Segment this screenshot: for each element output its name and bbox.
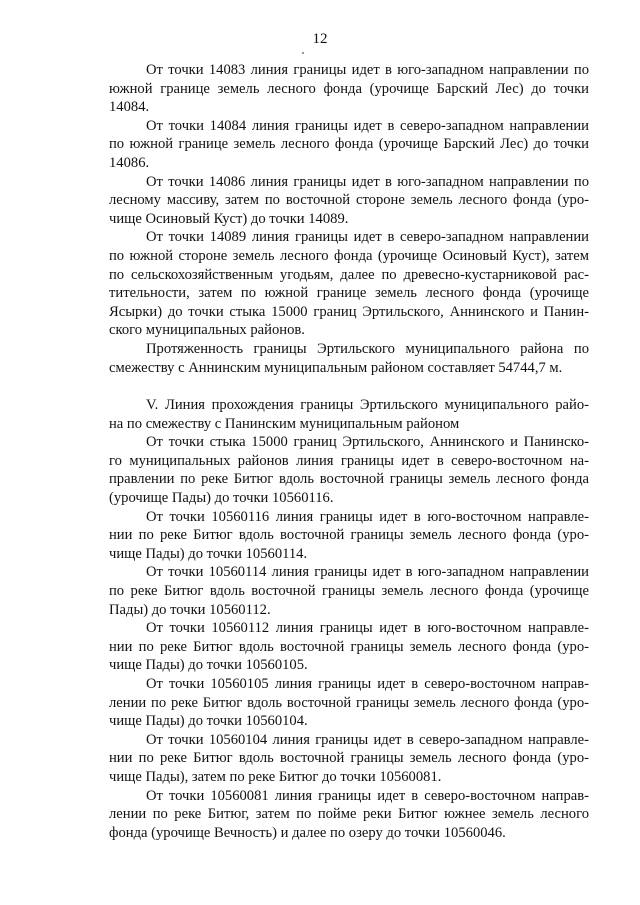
paragraph bbox=[109, 228, 589, 340]
text-line: От точки 10560104 линия границы идет в северо-западном направле- bbox=[146, 731, 589, 748]
paragraph bbox=[109, 731, 589, 787]
text-line: От точки 10560081 линия границы идет в северо-восточном направ- bbox=[146, 787, 589, 804]
paragraph bbox=[109, 173, 589, 229]
boundary-description-part-b bbox=[109, 433, 589, 842]
text-line: От точки стыка 15000 границ Эртильского, Аннинского и Панинско- bbox=[146, 434, 589, 451]
text-line: на по смежеству с Панинским муниципальным районом bbox=[109, 415, 460, 432]
text-line: От точки 10560116 линия границы идет в юго-восточном направле- bbox=[146, 508, 589, 525]
text-line: Пады) до точки 10560112. bbox=[109, 601, 271, 618]
text-line: чище Пады) до точки 10560114. bbox=[109, 545, 308, 562]
text-line: правлении по реке Битюг вдоль восточной границы земель лесного фонда bbox=[109, 471, 589, 488]
text-line: по южной границе земель лесного фонда (урочище Барский Лес) до точки bbox=[109, 136, 589, 153]
paragraph bbox=[109, 508, 589, 564]
text-line: по южной стороне земель лесного фонда (урочище Осиновый Куст), затем bbox=[109, 247, 589, 264]
paragraph bbox=[109, 787, 589, 843]
text-line: нии по реке Битюг вдоль восточной границы земель лесного фонда (уро- bbox=[109, 750, 589, 767]
paragraph bbox=[109, 563, 589, 619]
text-line: Ясырки) до точки стыка 15000 границ Эртильского, Аннинского и Панин- bbox=[109, 303, 589, 320]
text-line: смежеству с Аннинским муниципальным районом составляет 54744,7 м. bbox=[109, 359, 563, 376]
document-body bbox=[109, 61, 589, 842]
paragraph bbox=[109, 117, 589, 173]
text-line: нии по реке Битюг вдоль восточной границы земель лесного фонда (уро- bbox=[109, 638, 589, 655]
paragraph bbox=[109, 61, 589, 117]
text-line: От точки 14089 линия границы идет в северо-западном направлении bbox=[146, 229, 589, 246]
text-line: чище Пады), затем по реке Битюг до точки 10560081. bbox=[109, 768, 442, 785]
section-heading bbox=[109, 396, 589, 433]
boundary-description-part-a bbox=[109, 61, 589, 377]
text-line: по сельскохозяйственным угодьям, далее по древесно-кустарниковой рас- bbox=[109, 266, 589, 283]
text-line: по реке Битюг вдоль восточной границы земель лесного фонда (урочище bbox=[109, 583, 589, 600]
text-line: лении по реке Битюг, затем по пойме реки Битюг южнее земель лесного bbox=[109, 806, 589, 823]
text-line: От точки 14086 линия границы идет в юго-западном направлении по bbox=[146, 173, 589, 190]
page-number: 12 bbox=[312, 31, 328, 47]
text-line: От точки 10560114 линия границы идет в юго-западном направлении bbox=[146, 564, 589, 581]
paragraph bbox=[109, 433, 589, 507]
scan-speck bbox=[302, 52, 304, 54]
paragraph bbox=[109, 675, 589, 731]
text-line: От точки 14083 линия границы идет в юго-западном направлении по bbox=[146, 62, 589, 78]
paragraph bbox=[109, 340, 589, 377]
text-line: нии по реке Битюг вдоль восточной границы земель лесного фонда (уро- bbox=[109, 527, 589, 544]
text-line: чище Осиновый Куст) до точки 14089. bbox=[109, 210, 349, 227]
text-line: лесному массиву, затем по восточной стороне земель лесного фонда (уро- bbox=[109, 192, 589, 209]
text-line: 14086. bbox=[109, 154, 150, 171]
text-line: тительности, затем по южной границе земель лесного фонда (урочище bbox=[109, 285, 589, 302]
text-line: лении по реке Битюг вдоль восточной границы земель лесного фонда (уро- bbox=[109, 694, 589, 711]
text-line: От точки 10560112 линия границы идет в юго-восточном направле- bbox=[146, 620, 589, 637]
text-line: 14084. bbox=[109, 99, 150, 116]
text-line: чище Пады) до точки 10560105. bbox=[109, 657, 308, 674]
text-line: чище Пады) до точки 10560104. bbox=[109, 713, 308, 730]
text-line: Протяженность границы Эртильского муниципального района по bbox=[146, 340, 589, 357]
text-line: ского муниципальных районов. bbox=[109, 322, 305, 339]
text-line: фонда (урочище Вечность) и далее по озеру до точки 10560046. bbox=[109, 824, 506, 841]
section-gap bbox=[109, 377, 589, 396]
text-line: V. Линия прохождения границы Эртильского муниципального райо- bbox=[146, 397, 589, 414]
text-line: (урочище Пады) до точки 10560116. bbox=[109, 490, 334, 507]
text-line: От точки 14084 линия границы идет в северо-западном направлении bbox=[146, 117, 589, 134]
paragraph bbox=[109, 619, 589, 675]
text-line: го муниципальных районов линия границы идет в северо-восточном на- bbox=[109, 452, 589, 469]
section-heading-text bbox=[109, 396, 589, 433]
text-line: От точки 10560105 линия границы идет в северо-восточном направ- bbox=[146, 676, 589, 692]
text-line: южной границе земель лесного фонда (урочище Барский Лес) до точки bbox=[109, 80, 589, 97]
